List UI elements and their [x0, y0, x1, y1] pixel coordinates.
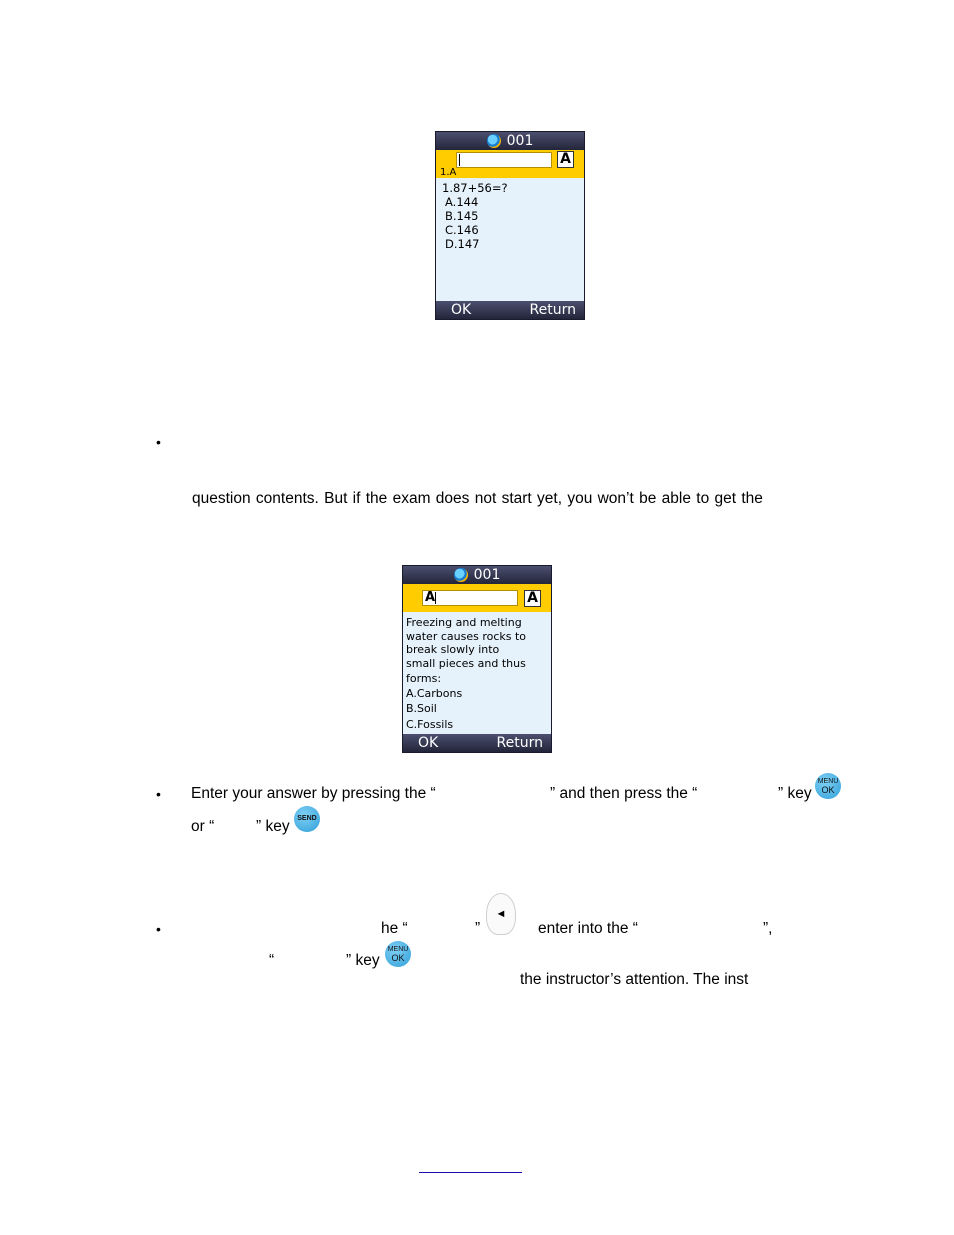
option-a: A.144: [445, 195, 479, 209]
footer-link-underline[interactable]: [419, 1172, 522, 1173]
bullet-marker: •: [156, 921, 161, 937]
soft-key-bar: [403, 734, 551, 752]
highlighted-answer-line: 1.A: [440, 167, 457, 178]
question-line: water causes rocks to: [406, 629, 527, 643]
instruction-text: ” and then press the “: [550, 785, 698, 802]
menu-ok-key-icon: MENU OK: [385, 941, 411, 967]
left-arrow-key-icon: ◄: [486, 893, 516, 935]
menu-ok-key-icon: MENU OK: [815, 773, 841, 799]
option-d: D.147: [445, 237, 480, 251]
instruction-text: Enter your answer by pressing the “: [191, 785, 436, 802]
bullet-marker: •: [156, 434, 161, 450]
instruction-text: the instructor’s attention. The inst: [520, 971, 749, 988]
question-line: Freezing and melting: [406, 616, 522, 629]
answer-input-bar: [403, 584, 551, 612]
question-line: forms:: [406, 672, 442, 686]
instruction-text: ” key: [346, 952, 380, 969]
paragraph-line: question contents. But if the exam does not start yet, you won’t be able to get the: [192, 490, 763, 507]
instruction-text: enter into the “: [538, 920, 638, 937]
instruction-text: ”,: [763, 920, 773, 937]
screen-title-bar: [436, 132, 584, 150]
screen-title: 001: [473, 567, 501, 583]
screen-title-bar: [403, 566, 551, 584]
ok-softkey[interactable]: OK: [451, 302, 472, 318]
option-a: A.Carbons: [406, 686, 463, 700]
answer-input-bar: [436, 150, 584, 178]
input-mode-indicator: A: [524, 590, 541, 607]
option-b: B.Soil: [406, 701, 437, 715]
instruction-text: “: [269, 952, 275, 969]
answer-input-field[interactable]: [456, 152, 552, 168]
instruction-text: ” key: [256, 818, 290, 835]
question-content: [442, 181, 584, 251]
return-softkey[interactable]: Return: [529, 302, 576, 318]
phone-screen-text-question: [402, 565, 552, 753]
option-c: C.Fossils: [406, 717, 454, 731]
bullet-marker: •: [156, 786, 161, 802]
option-b: B.145: [445, 209, 479, 223]
instruction-text: ” key: [778, 785, 812, 802]
soft-key-bar: [436, 301, 584, 319]
question-line: break slowly into: [406, 643, 500, 657]
question-content: [406, 616, 551, 733]
app-icon: [454, 568, 468, 582]
input-mode-indicator: A: [557, 151, 574, 168]
instruction-text: he “: [381, 920, 408, 937]
text-caret: [459, 154, 460, 166]
answer-input-field[interactable]: A: [422, 590, 518, 606]
instruction-text: or “: [191, 818, 215, 835]
send-key-icon: SEND: [294, 806, 320, 832]
screen-title: 001: [506, 133, 534, 149]
phone-screen-multiple-choice: [435, 131, 585, 320]
instruction-text: ”: [475, 920, 481, 937]
return-softkey[interactable]: Return: [496, 735, 543, 751]
question-text: 1.87+56=?: [442, 181, 508, 195]
app-icon: [487, 134, 501, 148]
question-line: small pieces and thus: [406, 656, 526, 670]
option-c: C.146: [445, 223, 479, 237]
text-caret: [435, 592, 436, 604]
ok-softkey[interactable]: OK: [418, 735, 439, 751]
